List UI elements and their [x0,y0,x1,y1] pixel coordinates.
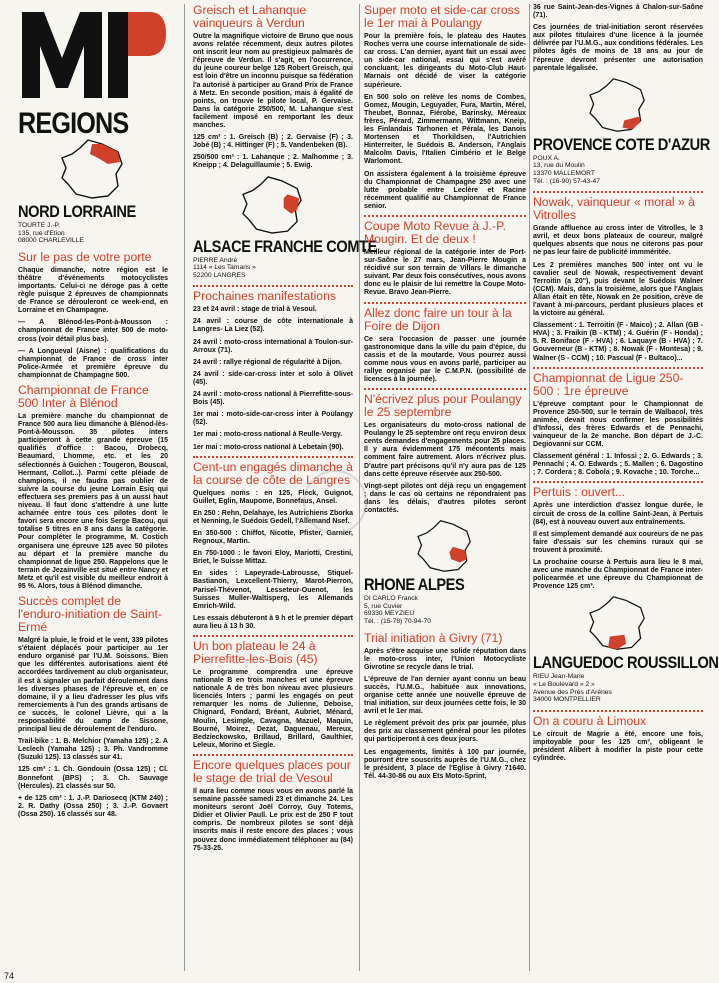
paragraph: Trail-bike : 1. B. Melchior (Yamaha 125) ; 2. A Leclech (Yamaha 125) ; 3. Ph. Vandromme (Suzuki 125). 13 classés sur 41. [18,738,168,762]
paragraph: On assistera également à la troisième épreuve du Championnat de Champagne 250 avec une lutte probable entre Leclère et Racine récemment qualifié au Championnat de France senior. [364,170,526,210]
article-title: Trial initiation à Givry (71) [364,630,503,645]
page-number: 74 [4,971,15,981]
article-title: N'écrivez plus pour Poulangy le 25 septembre [364,388,526,419]
article-title: Championnat de Ligue 250-500 : 1re épreuve [533,367,703,398]
paragraph: Le règlement prévoit des prix par journée, plus des prix au classement général pour les pilotes qui participeront à ces deux jours. [364,720,526,744]
region-title: LANGUEDOC ROUSSILLON [533,653,719,673]
column-1 [18,4,168,975]
france-map-languedoc [586,595,650,651]
address-line: DI CARLO Franck [364,595,418,603]
article-title: Sur le pas de votre porte [18,249,152,264]
article-title: Greisch et Lahanque vainqueurs à Verdun [193,3,307,30]
article-body [193,669,353,750]
address-line: 13, rue du Moulin [533,162,585,170]
france-map-alsace [238,175,308,235]
address-line: 135, rue d'Etion [18,229,65,237]
article-body [364,422,526,515]
paragraph: Ces journées de trial-initiation seront réservées aux pilotes titulaires d'une licence à la journée délivrée par l'U.M.G., aux conditions fédérales. Les pilotes âgés de moins de 18 ans au jour de l'épreuve devront présenter une autorisation parentale légalisée. [533,24,703,72]
paragraph: Ce sera l'occasion de passer une journée gastronomique dans la ville du pain d'épice, du cassis et de la moutarde. Vous pourrez aussi comme nous vous en avons parlé, participer au rallye organisé par le C.M.P.N. (possibilité de licences à la journée). [364,335,526,383]
article-title: Coupe Moto Revue à J.-P. Mougin. Et de deux ! [364,215,526,246]
address-line: RIEU Jean-Marie [533,673,585,681]
article-body [18,267,168,380]
paragraph: Après s'être acquise une solide réputation dans le moto-cross inter, l'Union Motocycliste Givrotine se recycle dans le trial. [364,647,526,671]
m-regions-logo [18,6,168,140]
paragraph: 1er mai : moto-cross national à Reulle-Vergy. [193,431,343,439]
address-line: 5, rue Cuvier [364,602,403,610]
article-title: Super moto et side-car cross le 1er mai à Poulangy [364,3,520,30]
correspondent-address [364,595,526,625]
article-title: Succès complet de l'enduro-initiation de Saint-Ermé [18,594,162,635]
paragraph: Le circuit de Magrie a été, encore une fois, impitoyable pour les 125 cm³, obligeant le président Alibert à modifier la piste pour cette cylindrée. [533,730,703,763]
m-logo-icon [18,6,168,102]
paragraph: 24 avril : side-car-cross inter et solo à Olivet (45). [193,370,353,386]
article-title: Encore quelques places pour le stage de trial de Vesoul [193,754,353,785]
correspondent-address [533,155,703,185]
address-line: Avenue des Prés d'Arènes [533,688,612,696]
paragraph: La première manche du championnat de France 500 aura lieu dimanche à Blénod-lès-Pont-à-Mousson. 35 pilotes inters participeront à cette grande épreuve (15 qualifiés d'office : Bacou, Drobecq, Beaumard, Lhomme, etc. et les 20 sélectionnés à Guichen : Tougeron, Bouscal, Hermant, Collot...). Parmi cette pléiade de champions, il ne faudra pas oublier de suivre la course du jeune Lorrain Esiq qui effectuera ses premiers pas à un aussi haut niveau. Il faut donc s'attendre à une lutte acharnée entre tous ces pilotes dont le favori sera encore une fois Serge Bacou, qui totalise 5 titres en 8 ans dans la catégorie. Pour compléter le programme, M. Costich organisera une épreuve 125 avec 50 pilotes au départ et la première manche du championnat de ligue 250. Rappelons que le terrain de Jezainville est situé entre Nancy et Metz et qu'il est visible du meilleur endroit à 95 %. Alors, tous à Blénod dimanche. [18,413,168,590]
column-4 [533,4,719,975]
article-title: Championnat de France 500 Inter à Blénod [18,383,149,410]
article-body [533,4,703,73]
article-title: Allez donc faire un tour à la Foire de Dijon [364,302,526,333]
article-title: Pertuis : ouvert... [533,481,703,499]
paragraph: — A Blénod-les-Pont-à-Mousson : championnat de France inter 500 de moto-cross (voir détail plus bas). [18,319,168,343]
paragraph: 1er mai : moto-cross national à Lebetain (90). [193,443,344,451]
address-line: POUX A. [533,154,560,162]
region-title: NORD LORRAINE [18,202,136,221]
paragraph: Il est simplement demandé aux coureurs de ne pas faire d'essais sur les chemins ruraux qui se trouvent à proximité. [533,530,703,554]
library-stamp [303,470,367,534]
column-rule [184,4,185,971]
section-title: REGIONS [18,107,129,140]
paragraph: Meilleur régional de la catégorie inter de Port-sur-Saône le 27 mars, Jean-Pierre Mougin a récidivé sur son terrain de Villars le dimanche suivant. Par deux fois consécutives, nous avons donc eu le plaisir de lui remettre la Coupe Moto-Revue. Bravo Jean-Pierre. [364,248,526,297]
paragraph: — A Longueval (Aisne) : qualifications du championnat de France de cross inter Police-Armée et première épreuve du championnat de Champagne 500. [18,347,168,379]
paragraph: Chaque dimanche, notre région est le théâtre d'événements motocyclistes importants. Celui-ci ne déroge pas à cette règle puisque 2 épreuves de championnats de France se dérouleront ce week-end, en Lorraine et en Champagne. [18,266,168,315]
paragraph: 24 avril : course de côte internationale à Langres- La Liez (52). [193,318,353,334]
paragraph: Les organisateurs du moto-cross national de Poulangy le 25 septembre ont reçu environ deux cents demandes d'engagements pour 25 places. Il y aura évidemment 175 mécontents mais comment faire autrement. Alors n'écrivez plus. D'autre part précisons qu'il n'y aura pas de 125 dans cette épreuve réservée aux 250-500. [364,422,526,478]
article-body [533,401,703,478]
paragraph: Les 2 premières manches 500 inter ont vu le cavalier seul de Nowak, respectivement devant Terroitin (a 20"), puis devant le Suédois Walner (CCM). Mais, dans la troisième, alors que l'Anglais Allan était en tête, Nowak en 2e position, crève de l'avant à mi-parcours, perdant plusieurs places et la victoire au général. [533,261,703,318]
article-body [364,648,526,781]
article-body [533,502,703,591]
article-title: Cent-un engagés dimanche à la course de côte de Langres [193,456,353,487]
column-rule [529,4,530,971]
address-line: 69330 MEYZIEU [364,610,415,618]
correspondent-address [193,257,353,280]
paragraph: Les engagements, limités à 100 par journée, pourront être souscrits auprès de l'U.M.G., chez le président, 3 place de l'Eglise à Givry 71640. Tél. 44-30-86 ou aux Ets Moto-Sprint, [364,748,526,780]
paragraph: Classement : 1. Terroitin (F - Maico) ; 2. Allan (GB - HVA) ; 3. Fraikin (B - KTM) ; 4. Guérin (F - Honda) ; 5. R. Boniface (F - HVA) ; 6. Laquaye (B - HVA) ; 7. Gouverneur (B - KTM) ; 8. Nowak (F - Montesa) ; 9. Walner (S - CCM) ; 10. Pascual (F - Bultaco)... [533,322,703,362]
paragraph: Vingt-sept pilotes ont déjà reçu un engagement ; dans le cas où certains ne répondraient pas dans les délais, d'autres pilotes seront contactés. [364,482,526,515]
paragraph: 24 avril : rallye régional de régularité à Dijon. [193,358,342,366]
paragraph: Pour la première fois, le plateau des Hautes Roches verra une course internationale de side-car cross. L'an dernier, ayant fait un essai avec un side-car national, essai qui s'est avéré concluant, les dirigeants du Moto-Club Haut-Marnais ont décidé de viser la catégorie supérieure. [364,33,526,89]
article-body [533,225,703,363]
article-body [193,788,353,853]
paragraph: 24 avril : moto-cross international à Toulon-sur-Arroux (71). [193,338,353,354]
article-body [193,33,353,171]
paragraph: Le programme comprendra une épreuve nationale B en trois manches et une épreuve nationale A de très bon niveau avec plusieurs licenciés Inters ; parmi les engagés on peut remarquer les noms de Julienne, Deboise, Chignard, Fondard, Bréant, Aubriet, Ménard, Moulin, Lesimple, Cavagna, Mazuel, Maquin, Bourné, Moirez, Dezat, Daguenau, Mereux, Bedzieckowsko, Brillaud, Brillard, Gaulthier, Leleux, Morino et Siegle. [193,669,353,749]
article-body [364,249,526,298]
paragraph: La prochaine course à Pertuis aura lieu le 8 mai, avec une manche du Championnat de France inter-policearmée et une épreuve du Championnat de Provence 125 cm³. [533,559,703,591]
article-title: Nowak, vainqueur « moral » à Vitrolles [533,191,703,222]
paragraph: 36 rue Saint-Jean-des-Vignes à Chalon-sur-Saône (71). [533,4,703,20]
paragraph: 125 cm³ : 1. Ch. Gondouin (Ossa 125) ; Cl. Bonnefont (BPS) ; 3. Ch. Sauvage (Hercules). 21 classés sur 50. [18,766,168,790]
correspondent-address [18,222,168,245]
article-title: Prochaines manifestations [193,285,353,303]
article-body [18,637,168,819]
paragraph: Après une interdiction d'assez longue durée, le circuit de cross de la colline Saint-Jean, à Pertuis (84), est à nouveau ouvert aux entraînements. [533,502,703,526]
address-line: 08000 CHARLEVILLE [18,237,84,245]
address-line: « Le Boulevard » 2 » [533,681,595,688]
column-3 [364,4,526,975]
paragraph: Outre la magnifique victoire de Bruno que nous avons relatée récemment, deux autres pilotes ont inscrit leur nom au prestigieux palmarès de l'épreuve de Verdun. Il s'agit, en l'occurrence, du jeune coureur belge 125 Robert Greisch, qui est loin d'être un inconnu puisque sa fédération l'a autorisé à participer au Grand Prix de France à Metz. En seconde position, mais à égalité de points, on trouve le pilote local, P. Gervaise. Dans la catégorie 250/500, M. Lahanque s'est facilement imposé en remportant les deux manches. [193,33,353,130]
paragraph: Classement général : 1. Infossi ; 2. G. Edwards ; 3. Pennachi ; 4. O. Edwards ; 5. Mallen ; 6. Dagostino ; 7. Cordera ; 8. Cobola ; 9. Kovache ; 10. Torche... [533,453,703,477]
paragraph: 250/500 cm³ : 1. Lahanque ; 2. Malhomme ; 3. Kneipp ; 4. Delaguillaumie ; 5. Ewig. [193,154,353,170]
address-line: 1114 « Les Tamaris » [193,264,256,272]
paragraph: 125 cm³ : 1. Greisch (B) ; 2. Gervaise (F) ; 3. Jobé (B) ; 4. Hittinger (F) ; 5. Vandenbeken (B). [193,134,353,150]
france-map-rhone-alpes [413,519,477,573]
address-line: Tél. : (15-78) 70-94-70 [364,617,431,625]
article-title: On a couru à Limoux [533,710,703,728]
paragraph: L'épreuve comptant pour le Championnat de Provence 250-500, sur le terrain de Walbacol, très animée, devait nous confirmer les possibilités d'Infossi, des frères Edwards et de Pennachi, vainqueur de la 2e manche. Bon départ de J.-C. Degiovanni sur CCM. [533,400,703,449]
paragraph: Il aura lieu comme nous vous en avons parlé la semaine passée samedi 23 et dimanche 24. Les moniteurs seront Joël Corroy, Guy Totems, Didier et Olivier Paull. Le prix est de 250 F tout compris. De nombreux pilotes se sont déjà inscrits mais il reste encore des places ; vous pouvez donc immédiatement téléphoner au (84) 75-33-25. [193,787,353,852]
paragraph: 24 avril : moto-cross national à Pierrefitte-sous-Bois (45). [193,391,353,407]
paragraph: En 350-500 : Chiffot, Nicotte, Pfister, Garnier, Regnoux, Martin. [193,529,353,546]
france-map-nord-lorraine [58,138,128,200]
paragraph: 23 et 24 avril : stage de trial à Vesoul. [193,306,317,314]
paragraph: + de 125 cm³ : 1. J.-P. Dariosecq (KTM 240) ; 2. R. Dathy (Ossa 250) ; 3. J.-P. Govaert (Ossa 250). 16 classés sur 48. [18,794,168,818]
article-body [364,336,526,385]
article-title: Un bon plateau le 24 à Pierrefitte-les-Bois (45) [193,635,353,666]
paragraph: Grande affluence au cross inter de Vitrolles, le 3 avril, et deux bons plateaux de coureur, malgré quelques absents que nous ne citerons pas pour ne pas leur faire de publicité immméritée. [533,225,703,257]
address-line: 52200 LANGRES [193,271,246,279]
paragraph: En 500 solo on relève les noms de Combes, Gomez, Mougin, Leguyader, Fura, Martin, Mérel, Theubet, Bonnaz, Fiérobe, Barinsky, Méreaux frères, Pérard, Zimmermann, Wittmann, Kneip, les Finlandais Tarhonen et Pérala, les Danois Mortensen et Thorkildsen, l'Autrichien Hinterreiter, le Suédois B. Anderson, l'Anglais Malcolm Davis, l'Italien Cimbério et le Belge Warlomont. [364,93,526,166]
address-line: 34000 MONTPELLIER [533,696,601,704]
article-body [193,306,353,451]
paragraph: Les essais débuteront à 9 h et le premier départ aura lieu à 13 h 30. [193,614,353,630]
paragraph: En sides : Lapeyrade-Labrousse, Stiquel-Bastianon, Lexcellent-Thierry, Marot-Pierron, Parisel-Thévenot, Lesseteur-Ouenot, les Suisses Muller-Waltisperg, les Allemands Emrich-Wild. [193,570,353,610]
paragraph: Quelques noms : en 125, Fleck, Guignot, Guillet, Eglin, Maupome, Bonnefaus, Ansel. [193,489,353,505]
paragraph: En 250 : Rehn, Delahaye, les Autrichiens Zborka et Nenning, le Suédois Gedell, l'Allemand Nsef. [193,509,354,525]
article-body [533,731,703,763]
article-body [18,413,168,591]
paragraph: L'épreuve de l'an dernier ayant connu un beau succès, l'U.M.G., habituée aux innovations, organise cette année une nouvelle épreuve de trial initiation, sur deux journées cette fois, le 30 avril et le 1er mai. [364,675,526,716]
address-line: 13370 MALLEMORT [533,169,595,177]
address-line: TOURTE J.-P. [18,222,60,229]
paragraph: Malgré la pluie, le froid et le vent, 339 pilotes s'étaient déplacés pour participer au 1er enduro organisé par l'U.M. Soissons. Bien que les différentes autorisations aient été accordées tardivement au club organisateur, il est à signaler un parfait déroulement dans les diverses phases de l'épreuve et, en ce domaine, il y a lieu d'adresser les plus vifs remerciements à l'un des grands artisans de ce succès, le colonel Lièvre, qui a la responsabilité du camp de Sissone, principal lieu de déroulement de l'enduro. [18,637,168,734]
article-body [364,33,526,211]
paragraph: En 750-1000 : le favori Eloy, Mariotti, Crestini, Briet, le Suisse Mittaz. [193,550,353,566]
address-line: Tél. : (16-90) 57-43-47 [533,177,600,185]
region-title: RHONE ALPES [364,575,465,595]
region-title: PROVENCE COTE D'AZUR [533,134,710,154]
address-line: PIERRE André [193,256,238,264]
correspondent-address [533,673,703,703]
france-map-provence [586,77,650,133]
paragraph: 1er mai : moto-side-car-cross inter à Poulangy (52). [193,411,353,427]
region-title: ALSACE FRANCHE COMTE [193,236,377,256]
